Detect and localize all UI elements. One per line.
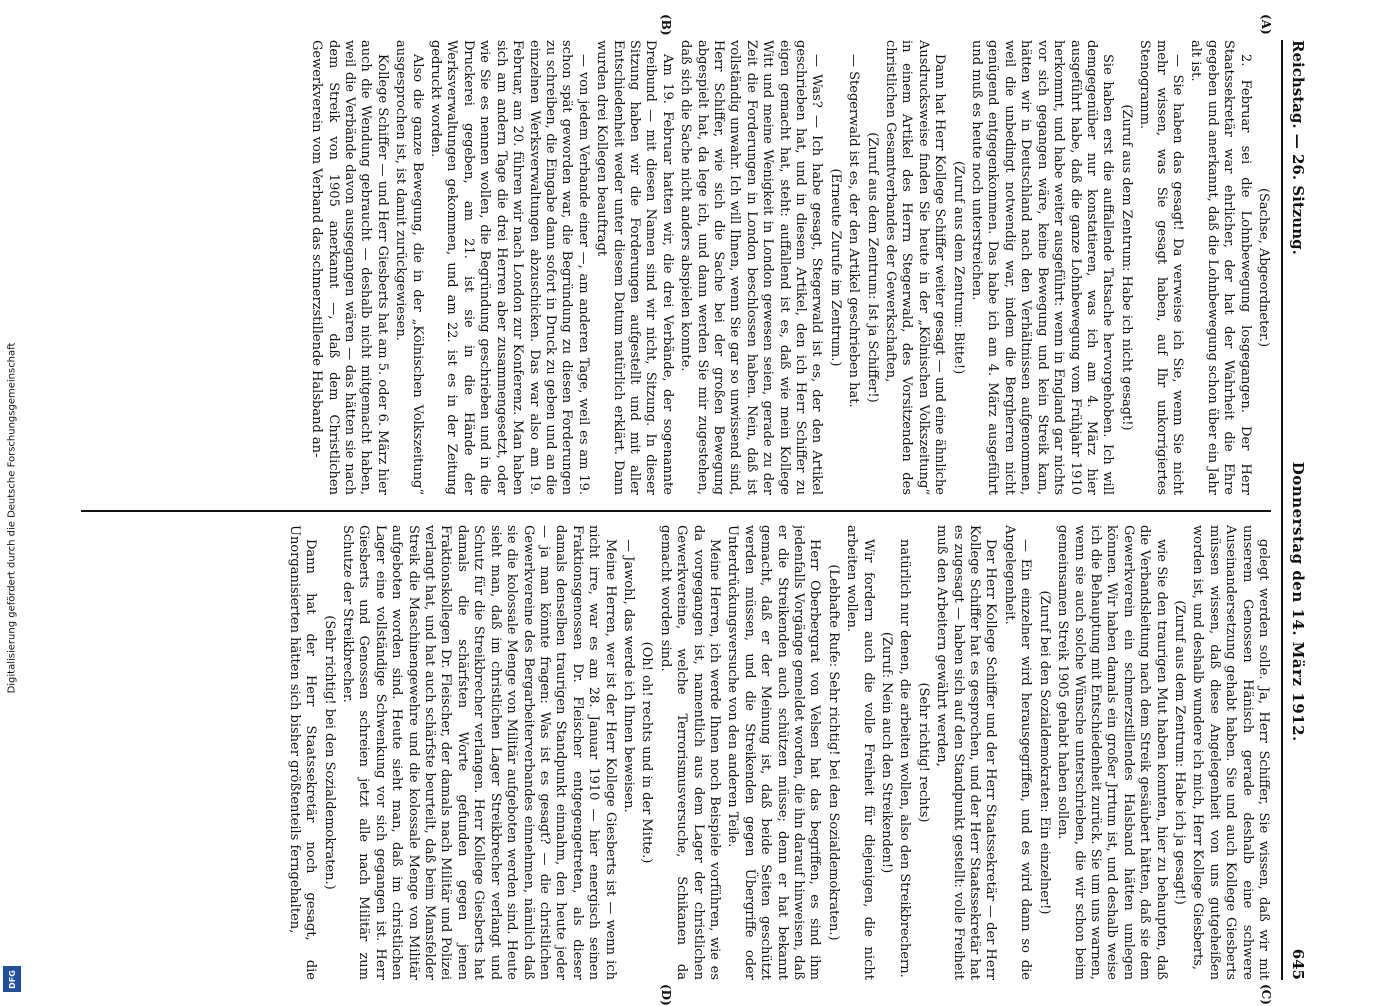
paragraph: natürlich nur denen, die arbeiten wollen, also den Streikbrechern. — [897, 539, 913, 978]
paragraph: Der Herr Kollege Schiffer und der Herr Staatssekretär — der Herr Kollege Schiffer hat es gesprochen, und der Herr Staatssekretär hat es zugesagt — haben sich auf den Standpunkt gestellt: volle Freiheit muß den Arbeitern gewährt werden, — [934, 525, 999, 980]
paragraph: (Oh! oh! rechts und in der Mitte.) — [639, 641, 655, 864]
paragraph: Am 19. Februar hatten wir, die drei Verbände, der sogenannte Dreibund — mit diesen Namen sind wir nicht, Sitzung. In dieser Sitzung haben wir die Forderungen aufgestellt und mit aller Entschiedenheit weder unter diesem Datum natürlich erklärt. Dann wurden drei Kollegen beauftragt — [594, 40, 675, 495]
paragraph: Kollege Schiffer — und Herr Giesberts hat am 5. oder 6. März hier auch die Wendung gebraucht — deshalb nicht mitgemacht haben, weil die Verbände davon ausgegangen wären — das hätten sie nach dem Streik von 1905 anerkannt —, daß dem Christlichen Gewerkverein vom Verband das schmerzstillende Halsband an- — [309, 40, 390, 495]
rotated-document — [63, 14, 1313, 1006]
paragraph: — Stegerwald ist es, der den Artikel geschrieben hat. — [846, 54, 862, 408]
margin-mark-c: (C) — [1259, 984, 1273, 1005]
paragraph: 2. Februar sei die Lohnbewegung losgegangen. Der Herr Staatssekretär war ehrlicher, der hat der Wahrheit die Ehre gegeben und anerkannt, daß die Lohnbewegung schon über ein Jahr alt ist. — [1188, 40, 1253, 495]
paragraph: Herr Oberbergrat von Velsen hat das begriffen, es sind ihm jedenfalls Vorgänge gemeldet worden, die ihn darauf hinweisen, daß er die Streikenden auch schützen müsse; denn er hat bekannt gemacht, daß er der Meinung ist, daß beide Seiten geschützt werden müssen, und die Streikenden gegen Übergriffe oder Unterdrückungsversuche von den anderen Teile. — [725, 525, 823, 980]
paragraph: (Sehr richtig! bei den Sozialdemokraten.) — [321, 615, 337, 890]
paragraph: Dann hat der Herr Staatssekretär noch gesagt, die Unorganisierten hätten sich bisher größtenteils ferngehalten, — [286, 525, 319, 980]
paragraph: Sie haben erst die auffallende Tatsache hervorgehoben. Ich will demgegenüber nur konstatieren, was ich am 4. März hier ausgeführt habe, daß die ganze Lohnbewegung vom Frühjahr 1910 herkommt, und habe weiter ausgeführt: wenn in England gar nichts vor sich gegangen wäre, keine Bewegung und kein Streik kam, hätten wir in Deutschland nach den Verhältnissen aufgenommen, weil die unbedingt notwendig war, indem die Bergherren nicht genügend entgegenkommen. Das habe ich am 4. März ausgeführt und muß es heute noch unterstreichen. — [969, 40, 1116, 495]
paragraph: Also die ganze Bewegung, die in der „Kölnischen Volkszeitung“ ausgesprochen ist, ist damit zurückgewiesen. — [393, 40, 425, 495]
margin-mark-d: (D) — [659, 984, 673, 1006]
paragraph: — von jedem Verbande einer —, am anderen Tage, weil es am 19. schon spät geworden war, die Begründung zu diesen Forderungen zu schreiben, die Eingabe dann sofort in Druck zu geben und an die einzelnen Werksverwaltungen abzuschicken. Das war also am 19. Februar, am 20. führen wir nach London zur Konferenz. Man haben sich am andern Tage die drei Herren aber zusammengesetzt, oder wie Sie es nennen wollen, die Begründung geschrieben und in die Druckerei gegeben, am 21. ist sie in die Hände der Werksverwaltungen gekommen, und am 22. ist es in der Zeitung gedruckt worden. — [428, 40, 591, 495]
digitization-credit — [5, 38, 19, 998]
margin-mark-a: (A) — [1259, 14, 1273, 35]
running-header — [1281, 40, 1313, 980]
paragraph: (Zuruf bei den Sozialdemokraten: Ein einzelner!) — [1036, 590, 1052, 915]
paragraph: — Ein einzelner wird herausgegriffen, und es wird dann so die Angelegenheit. — [1001, 525, 1034, 980]
paragraph: Meine Herren, wer ist der Herr Kollege Giesberts ist — wenn ich nicht irre, war es am 28. Januar 1910 — hier energisch seinen Fraktionsgenossen Dr. Fleischer entgegengetreten, als dieser damals denselben traurigen Standpunkt einnahm, den heute jeder — ja man könnte fragen: Was ist es gesagt? — die christlichen Gewerkvereine des Bergarbeiterverbandes einnehmen, nämlich daß sie die kolossale Menge von Militär aufgeboten werden sind. Heute sieht man, daß im christlichen Lager Streikbrecher verlangt und Schutz für die Streikbrecher verlangen. Herr Kollege Giesberts hat damals die schärfsten Worte gefunden gegen jenen Fraktionskollegen Dr. Fleischer, der damals nach Militär und Polizei verlangt hat, und hat auch schärfste beurteilt, daß beim Mansfelder Streik die Maschinengewehre und die kolossale Menge von Militär aufgeboten worden sind. Heute sieht man, daß im christlichen Lager eine vollständige Schwenkung vor sich gegangen ist. Herr Giesberts und Genossen schreien jetzt alle nach Militär zum Schutze der Streikbrecher. — [340, 525, 618, 980]
paragraph: (Zuruf aus dem Zentrum: Habe ich ja gesagt!) — [1171, 600, 1187, 905]
page-number: 645 — [1289, 948, 1307, 980]
paragraph: (Zuruf aus dem Zentrum: Habe ich nicht gesagt!) — [1118, 104, 1134, 431]
right-column — [81, 525, 1271, 980]
paragraph: (Erneute Zurufe im Zentrum.) — [827, 168, 843, 367]
paragraph: (Zuruf aus dem Zentrum: Bitte!) — [950, 160, 966, 375]
dfg-logo — [3, 966, 21, 992]
paragraph: gelegt werden solle. Ja, Herr Schiffer, Sie wissen, daß wir mit unserem Genossen Hänisch gerade deshalb eine schwere Auseinandersetzung gehabt haben. Sie und auch Kollege Giesberts müssen wissen, daß diese Angelegenheit von uns gutgeheißen worden ist, und deshalb wundere ich mich, Herr Kollege Giesberts, — [1190, 525, 1271, 980]
paragraph: Dann hat Herr Kollege Schiffer weiter gesagt — und eine ähnliche Ausdrucksweise finden Sie heute in der „Kölnischen Volkszeitung“ in einem Artikel des Herrn Stegerwald, des Vorsitzenden des christlichen Gesamtverbandes der Gewerkschaften, — [883, 40, 948, 495]
paragraph: (Sachse, Abgeordneter.) — [1256, 187, 1271, 348]
margin-mark-b: (B) — [659, 14, 673, 36]
paragraph: Wir fordern auch die volle Freiheit für diejenigen, die nicht arbeiten wollen. — [844, 525, 876, 980]
paragraph: Meine Herren, ich werde Ihnen noch Beispiele vorführen, wie es da vorgegangen ist, namentlich aus dem Lager der christlichen Gewerkvereine, welche Terrorismusversuche, Schikanen da gemacht worden sind. — [657, 525, 722, 980]
paragraph: (Sehr richtig! rechts) — [915, 682, 931, 823]
header-left: Reichstag. — 26. Sitzung. — [1289, 40, 1307, 255]
paragraph: — Jawohl, das werde ich Ihnen beweisen. — [620, 539, 636, 813]
paragraph: (Lebhafte Rufe: Sehr richtig! bei den Sozialdemokraten.) — [825, 564, 841, 941]
column-divider — [81, 510, 1271, 512]
left-column — [81, 40, 1271, 495]
paragraph: (Zuruf aus dem Zentrum: Ist ja Schiffer!) — [864, 132, 880, 403]
paragraph: — Was? — Ich habe gesagt, Stegerwald ist es, der den Artikel geschrieben hat, und in diesem Artikel, den ich Herr Schiffer zu eigen gemacht hat, steht: auffallend ist es, daß wie mein Kollege Witt und meine Wenigkeit in London gewesen seien, gerade zu der Zeit die Forderungen in London beschlossen haben. Nein, daß ist vollständig unwahr. Ich will Ihnen, wenn Sie gar so unwissend sind, Herr Schiffer, wie sich die Sache bei der großen Bewegung abgespielt hat, da lege ich, und dann werden Sie mir zugestehen, daß sich die Sache nicht anders abspielen konnte. — [678, 40, 825, 495]
paragraph: (Zuruf: Nein auch den Streikenden!) — [879, 631, 895, 874]
paragraph: wie Sie den traurigen Mut haben konnten, hier zu behaupten, daß die Verbandsleitung nach dem Streik gesäubert hätten, daß sie dem Gewerkverein ein schmerzstillendes Halsband hätten umlegen können. Wir haben damals ein großer Jrrtum ist, und deshalb weise ich die Behauptung mit Entschiedenheit zurück. Sie um uns warnen, wenn sie auch solche Wünsche unterschrieben, die wir schon beim gemeinsamen Streik 1905 gehabt haben sollen. — [1055, 525, 1169, 980]
header-date: Donnerstag den 14. März 1912. — [1289, 461, 1307, 742]
dfg-logo-text: DFG — [7, 969, 17, 989]
paragraph: — Sie haben das gesagt! Da verweise ich Sie, wenn Sie nicht mehr wissen, was Sie gesagt haben, auf Ihr unkorrigiertes Stenogramm. — [1137, 40, 1185, 495]
digitization-credit-text: Digitalisierung gefördert durch die Deutsche Forschungsgemeinschaft — [6, 342, 18, 694]
